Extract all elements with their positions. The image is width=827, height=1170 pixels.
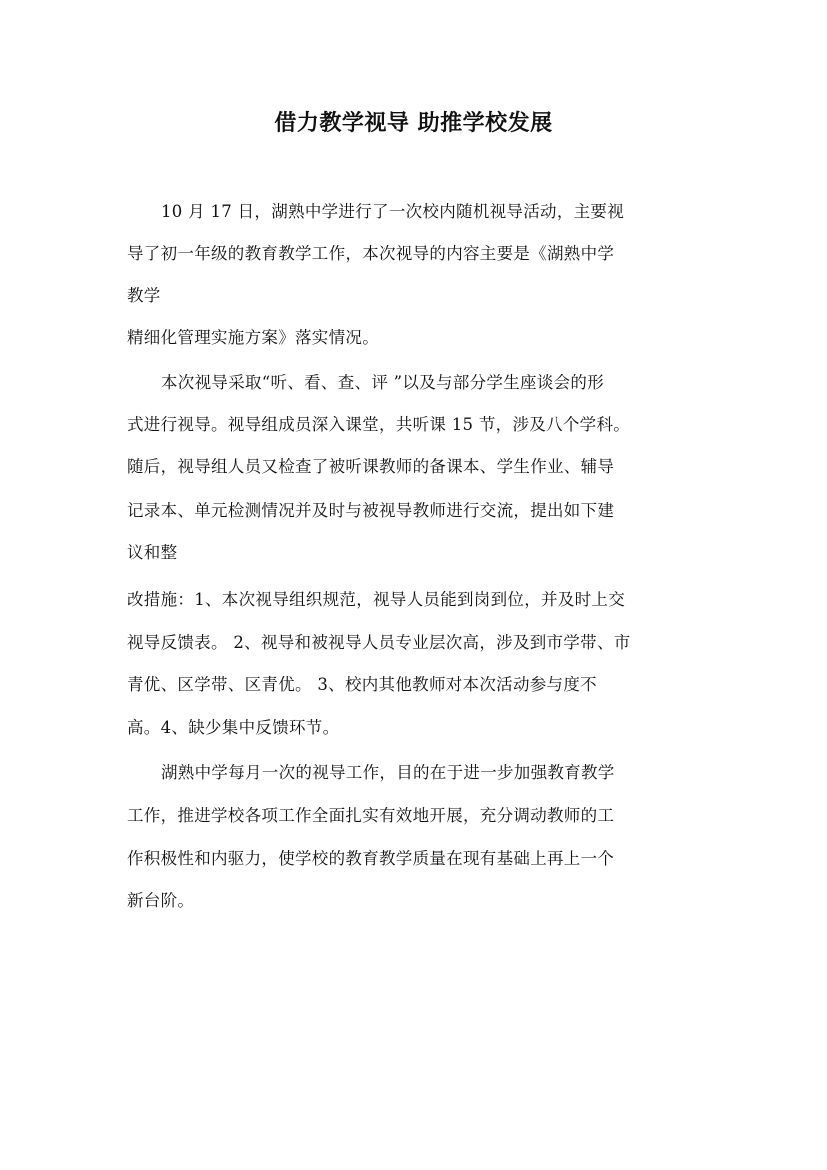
paragraph-2-line-4: 记录本、单元检测情况并及时与被视导教师进行交流，提出如下建	[127, 501, 615, 520]
paragraph-1-line-2: 导了初一年级的教育教学工作，本次视导的内容主要是《湖熟中学	[127, 244, 615, 263]
paragraph-2-line-2: 式进行视导。视导组成员深入课堂，共听课 15 节，涉及八个学科。	[127, 415, 631, 434]
paragraph-2-line-9: 高。4、缺少集中反馈环节。	[127, 718, 340, 737]
paragraph-1-line-4: 精细化管理实施方案》落实情况。	[127, 328, 379, 347]
paragraph-2-line-5: 议和整	[127, 543, 178, 562]
paragraph-1-line-3: 教学	[127, 286, 161, 305]
paragraph-3-line-2: 工作，推进学校各项工作全面扎实有效地开展，充分调动教师的工	[127, 806, 615, 825]
paragraph-2-line-3: 随后，视导组人员又检查了被听课教师的备课本、学生作业、辅导	[127, 457, 615, 476]
paragraph-1-line-1: 10 月 17 日，湖熟中学进行了一次校内随机视导活动，主要视	[161, 202, 625, 221]
paragraph-3-line-4: 新台阶。	[127, 891, 195, 910]
paragraph-2-line-6: 改措施：1、本次视导组织规范，视导人员能到岗到位，并及时上交	[127, 590, 625, 609]
paragraph-2-line-8: 青优、区学带、区青优。 3、校内其他教师对本次活动参与度不	[127, 675, 597, 694]
document-title: 借力教学视导 助推学校发展	[274, 110, 553, 136]
paragraph-3-line-3: 作积极性和内驱力，使学校的教育教学质量在现有基础上再上一个	[127, 849, 615, 868]
paragraph-3-line-1: 湖熟中学每月一次的视导工作，目的在于进一步加强教育教学	[161, 763, 615, 782]
paragraph-2-line-7: 视导反馈表。 2、视导和被视导人员专业层次高，涉及到市学带、市	[127, 633, 631, 652]
paragraph-2-line-1: 本次视导采取“听、看、查、评 ”以及与部分学生座谈会的形	[161, 373, 605, 392]
